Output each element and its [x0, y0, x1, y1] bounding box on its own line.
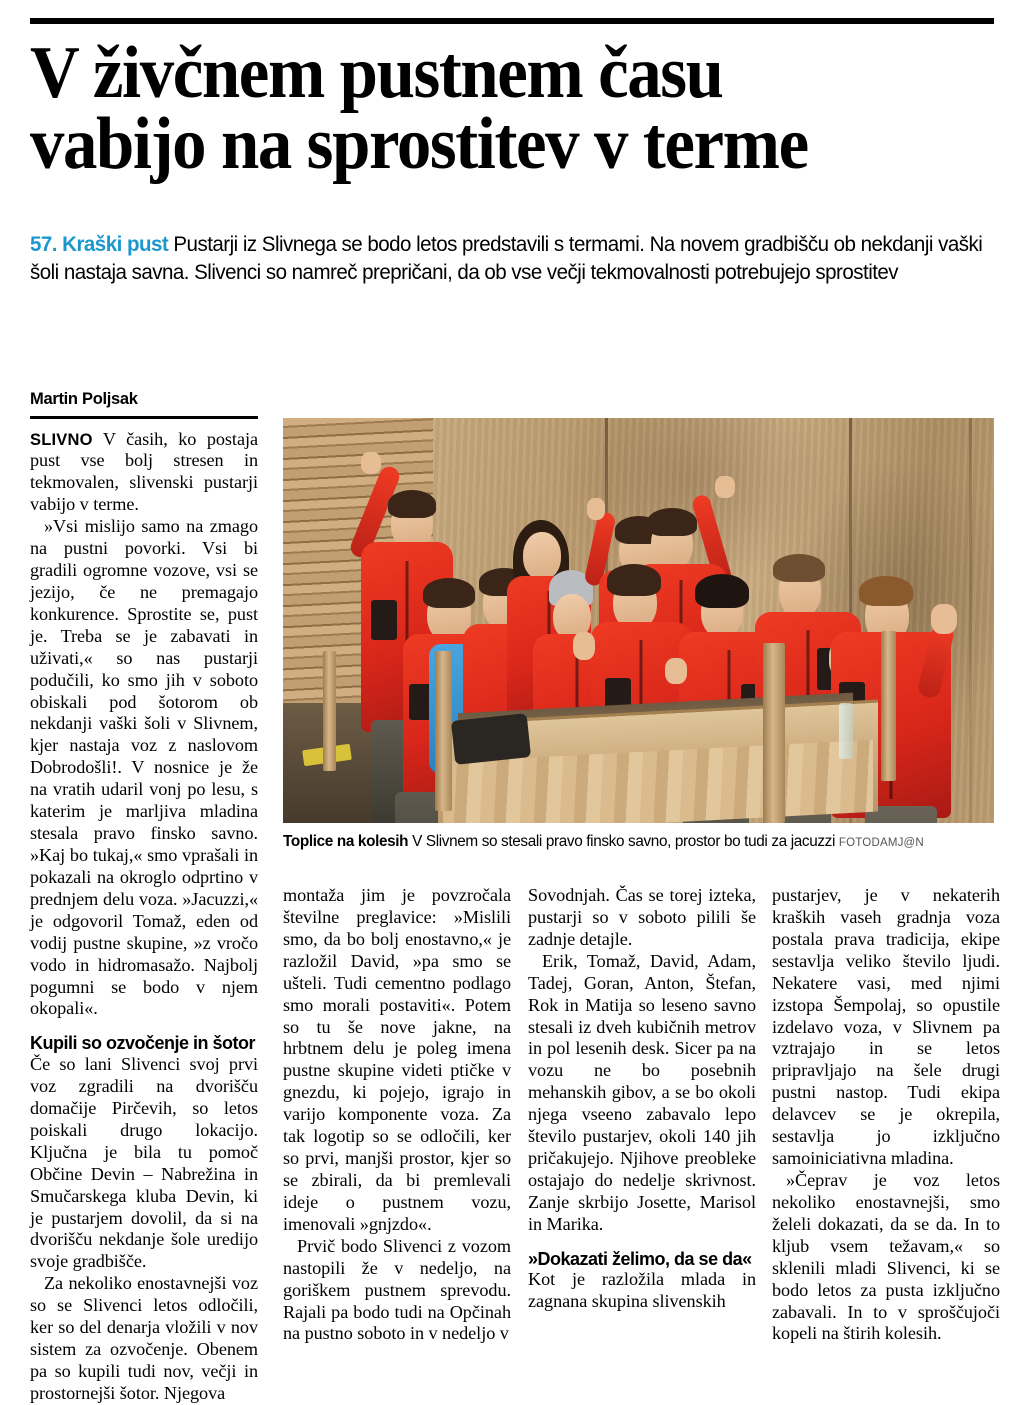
byline-divider — [30, 416, 258, 419]
section-subhead: »Dokazati želimo, da se da« — [528, 1248, 752, 1269]
photo-caption — [283, 832, 994, 851]
boot — [451, 713, 531, 765]
photo-credit: FOTODAMJ@N — [838, 837, 924, 849]
wooden-post-right — [881, 631, 896, 781]
paragraph: Kot je razložila mlada in zagnana skupina slivenskih — [528, 1269, 756, 1312]
hair — [647, 508, 697, 536]
photo-block — [283, 418, 994, 851]
paragraph-text: V časih, ko postaja pust vse bolj stresen in tekmovalen, slivenski pustarji vabijo v terme. — [30, 428, 258, 515]
paragraph: »Vsi mislijo samo na zmago na pustni povorki. Vsi bi gradili ogromne vozove, vsi se jezijo, če ne premagajo konkurence. Sprostite se, pust je. Treba se je zabavati in uživati,« so nas pustarji podučili, ko smo jih v soboto obiskali pod šotorom ob nekdanji vaški šoli v Slivnem, kjer nastaja voz z naslovom Dobrodošli!. V nosnice je že na vratih udaril vonj po lesu, s katerim je marljiva mladina stesala pravo finsko savno. »Kaj bo tukaj,« smo vprašali in pokazali na okroglo odprtino v prednjem delu voza. »Jacuzzi,« je odgovoril Tomaž, eden od vodij pustne skupine, »z vročo vodo in hidromasažo. Najbolj pogumni se bodo v njem okopali«. — [30, 516, 258, 1019]
caption-text: V Slivnem so stesali pravo finsko savno, prostor bo tudi za jacuzzi — [408, 833, 839, 850]
paragraph: Erik, Tomaž, David, Adam, Tadej, Goran, Anton, Štefan, Rok in Matija so leseno savno stesali iz dveh kubičnih metrov in pol lesenih desk. Sicer pa na vozu ne bo posebnih mehanskih gibov, a se bo okoli njega vseeno zabavalo lepo število pustarjev, okoli 140 jih pričakujejo. Njihove preobleke ostajajo do nedelje skrivnost. Zanje skrbijo Josette, Marisol in Marika. — [528, 950, 756, 1234]
byline: Martin Poljsak — [30, 390, 138, 408]
paragraph — [30, 429, 258, 517]
top-rule-divider — [30, 18, 994, 24]
wooden-post-left — [435, 651, 452, 811]
v-sign-hand — [587, 498, 605, 520]
curly-hair — [607, 564, 661, 596]
hand — [665, 658, 687, 684]
paragraph: Če so lani Slivenci svoj prvi voz zgradili na dvorišču domačije Pirčevih, so letos poiskali drugo lokacijo. Ključna je bila tu pomoč Občine Devin – Nabrežina in Smučarskega kluba Devin, ki je pustarjem dovolil, da si na dvorišču nekdanje šole uredijo svoje gradbišče. — [30, 1054, 258, 1272]
article-photo — [283, 418, 994, 823]
dark-hair — [695, 574, 749, 608]
paragraph: pustarjev, je v nekaterih kraških vaseh gradnja voza postala prava tradicija, ekipe sestavlja veliko število ljudi. Nekatere vasi, med njimi izstopa Šempolaj, so opustile izdelavo voza, v Slivnem pa vztrajajo in se letos pripravljajo na šele drugi pustni nastop. Tudi ekipa delavcev se je okrepila, sestavlja jo izključno samoiniciativna mladina. — [772, 885, 1000, 1169]
newspaper-page — [30, 0, 1000, 1403]
column-4 — [772, 885, 1000, 1345]
headline-line-2: vabijo na sprostitev v terme — [30, 103, 808, 186]
jacket-pocket — [371, 600, 397, 640]
paragraph: Prvič bodo Slivenci z vozom nastopili že v nedeljo, na goriškem pustnem sprevodu. Rajali pa bodo tudi na Opčinah na pustno soboto in v nedeljo v — [283, 1235, 511, 1344]
wooden-post-center — [763, 643, 785, 823]
column-3 — [528, 885, 756, 1313]
headline-line-1: V živčnem pustnem času — [30, 32, 723, 114]
kicker-label: 57. Kraški pust — [30, 231, 169, 256]
column-2 — [283, 885, 511, 1345]
section-subhead: Kupili so ozvočenje in šotor — [30, 1033, 256, 1054]
water-bottle — [839, 703, 853, 759]
column-1 — [30, 390, 258, 1405]
hair — [773, 554, 825, 582]
paragraph: Sovodnjah. Čas se torej izteka, pustarji so v soboto pilili še zadnje detajle. — [528, 885, 756, 949]
paragraph: Za nekoliko enostavnejši voz so se Slivenci letos odločili, ker so del denarja vložili v nov sistem za ozvočenje. Obenem pa so kupili tudi nov, večji in prostornejši šotor. Njegova — [30, 1273, 258, 1403]
standfirst — [30, 230, 993, 287]
caption-lead: Toplice na kolesih — [283, 833, 409, 850]
hair — [388, 490, 436, 518]
paragraph: »Čeprav je voz letos nekoliko enostavnejši, smo želeli dokazati, da se da. In to kljub vsem težavam,« so sklenili mladi Slivenci, ki se bodo letos za pusta izključno zabavali. In to v sproščujoči kopeli na štirih kolesih. — [772, 1169, 1000, 1344]
dateline: SLIVNO — [30, 430, 93, 449]
page-title — [30, 32, 927, 186]
waving-hand — [931, 604, 957, 634]
wooden-post-far-left — [323, 651, 336, 771]
hair — [859, 576, 913, 606]
hand — [361, 452, 381, 474]
paragraph: montaža jim je povzročala številne preglavice: »Mislili smo, da bo bolj enostavno,« je razložil David, »pa smo se ušteli. Tudi cementno podlago smo morali postaviti«. Potem so tu še nove jakne, na hrbtnem delu je poleg imena pustne skupine videti ptičke v gnezdu, ki pojejo, igrajo in varijo komponente voza. Za tak logotip so se odločili, ker so prvi, manjši prostor, kjer so se zbirali, da bi premlevali ideje o pustnem vozu, imenovali »gnjzdo«. — [283, 885, 511, 1234]
hand — [715, 476, 735, 498]
standfirst-text: Pustarji iz Slivnega se bodo letos predstavili s termami. Na novem gradbišču ob nekdanji vaški šoli nastaja savna. Slivenci so namreč prepričani, da ob vse večji tekmovalnosti potrebujejo sprostitev — [30, 231, 983, 285]
thumbs-up-hand — [573, 632, 595, 660]
